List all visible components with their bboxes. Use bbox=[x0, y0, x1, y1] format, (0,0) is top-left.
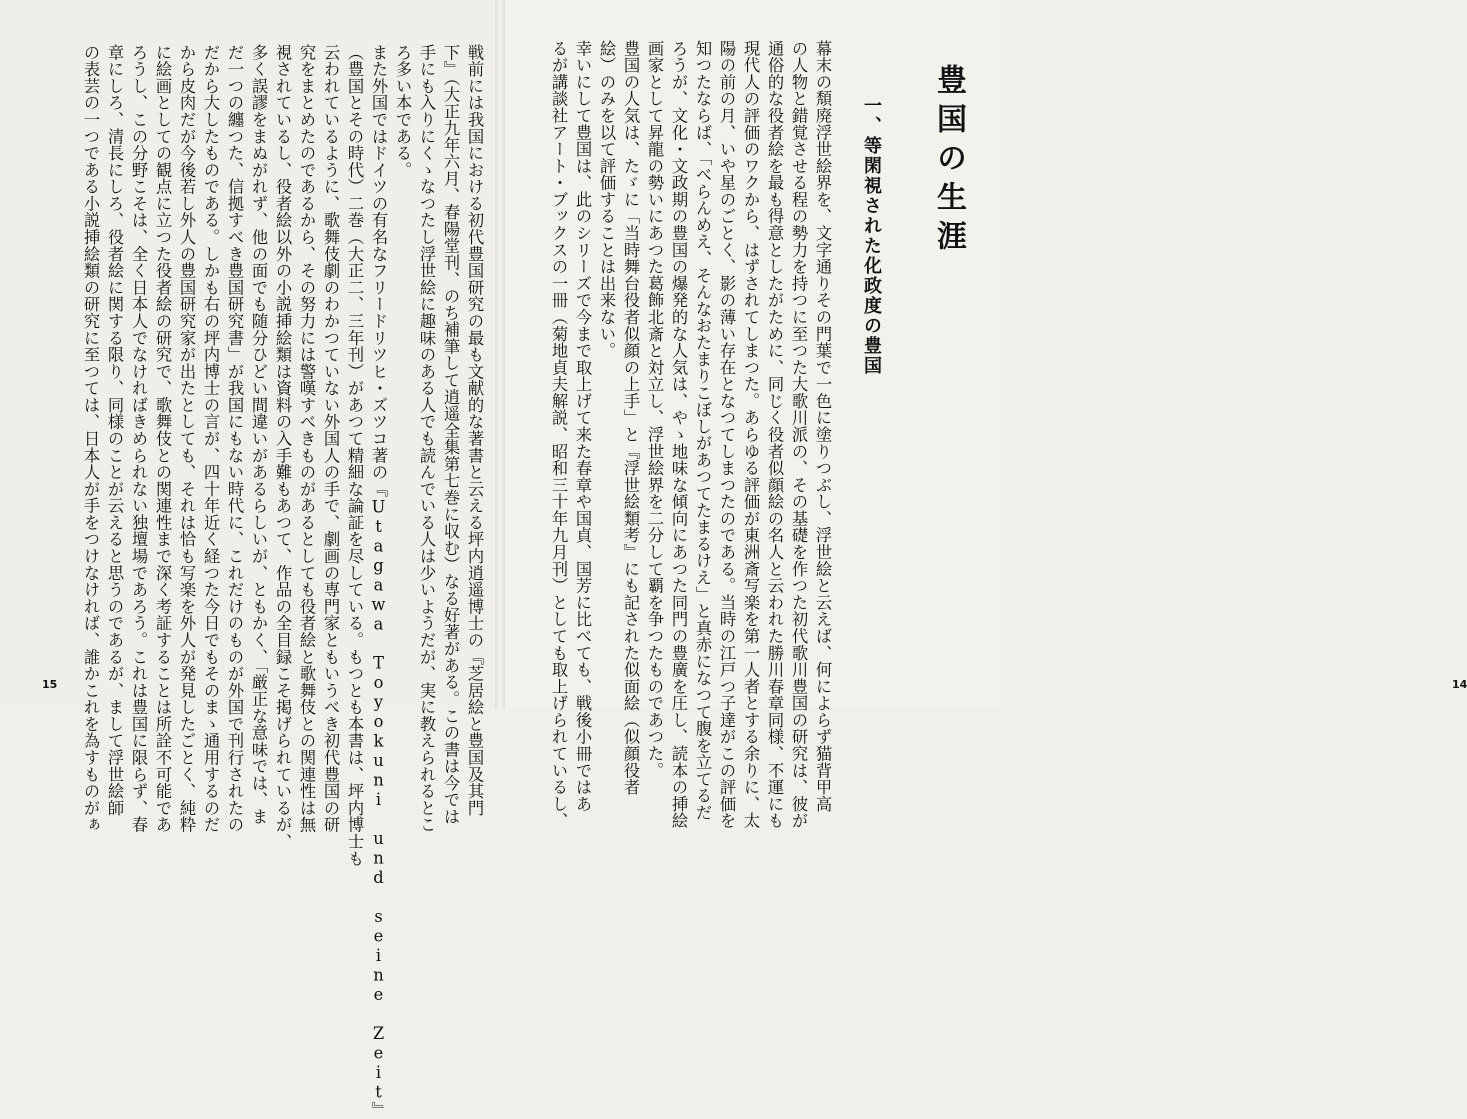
chapter-title: 豊国の生涯 bbox=[931, 64, 966, 259]
text-line: 幕末の頽廃浮世絵界を、文字通りその門葉で一色に塗りつぶし、浮世絵と云えば、何によらず猫背甲高 bbox=[813, 40, 832, 813]
left-page bbox=[0, 0, 500, 1119]
text-line: 多く誤謬をまぬがれず、他の面でも随分ひどい間違いがあるらしいが、ともかく、「厳正な意味では、ま bbox=[249, 44, 268, 825]
text-line: るが講談社アート・ブックスの一冊（菊地貞夫解説、昭和三十年九月刊）としても取上げられているし、 bbox=[549, 40, 568, 830]
page-number-left: 15 bbox=[42, 678, 58, 691]
text-line: ろうし、この分野こそは、全く日本人でなければきめられない独壇場であろう。これは豊国に限らず、春 bbox=[129, 44, 148, 834]
text-line: 究をまとめたのであるから、その努力には警嘆すべきものがあるとしても役者絵と歌舞伎との関連性は無 bbox=[297, 44, 316, 834]
right-page-body bbox=[514, 40, 834, 830]
book-gutter bbox=[495, 0, 505, 708]
text-line: 下』（大正九年六月、春陽堂刊、のち補筆して逍遥全集第七巻に収む）なる好著がある。この書は今では bbox=[441, 44, 460, 825]
text-line: 幸いにして豊国は、此のシリーズで今まで取上げて来た春章や国貞、国芳に比べても、戦後小冊ではあ bbox=[573, 40, 592, 813]
text-line: 戦前には我国における初代豊国研究の最も文献的な著書と云える坪内逍遥博士の『芝居絵と豊国及其門 bbox=[465, 44, 484, 817]
page-number-right: 14 bbox=[1452, 678, 1467, 691]
text-line: 豊国の人気は、たゞに「当時舞台役者似顔の上手」と『浮世絵類考』にも記された似面絵（似顔役者 bbox=[621, 40, 640, 796]
right-page bbox=[500, 0, 1467, 830]
text-line: 視されているし、役者絵以外の小説挿絵類は資料の入手難もあつて、作品の全目録こそ掲げられているが、 bbox=[273, 44, 292, 850]
text-line: 絵）のみを以て評価することは出来ない。 bbox=[597, 40, 616, 360]
text-line: 章にしろ、清長にしろ、役者絵に関する限り、同様のことが云えると思うのであるが、まして浮世絵師 bbox=[105, 44, 124, 817]
text-line: 知つたならば、「べらんめえ、そんなおたまりこぼしがあつてたまるけえ」と真赤になつて腹を立てるだ bbox=[693, 40, 712, 821]
text-line: だから大したものである。しかも右の坪内博士の言が、四十年近く経つた今日でもそのまゝ通用するのだ bbox=[201, 44, 220, 834]
text-line: ろ多い本である。 bbox=[393, 44, 412, 179]
text-line: 云われているように、歌舞伎劇のわかつていない外国人の手で、劇画の専門家ともいうべき初代豊国の研 bbox=[321, 44, 340, 834]
text-line: に絵画としての観点に立つた役者絵の研究で、歌舞伎との関連性まで深く考証することは所詮不可能であ bbox=[153, 44, 172, 834]
text-line: だ一つの纏つた、信拠すべき豊国研究書」が我国にもない時代に、これだけのものが外国で刊行されたの bbox=[225, 44, 244, 834]
text-line: の人物と錯覚させる程の勢力を持つに至つた大歌川派の、その基礎を作つた初代歌川豊国の研究は、彼が bbox=[789, 40, 808, 830]
text-line: 画家として昇龍の勢いにあつた葛飾北斎と対立し、浮世絵界を二分して覇を争つたものであつた。 bbox=[645, 40, 664, 779]
section-heading: 一、等閑視された化政度の豊国 bbox=[861, 96, 882, 376]
text-line: 陽の前の月、いや星のごとく、影の薄い存在となつてしまつたのである。当時の江戸つ子達がこの評価を bbox=[717, 40, 736, 830]
text-line: 通俗的な役者絵を最も得意としたがために、同じく役者似顔絵の名人と云われた勝川春章同様、不運にも bbox=[765, 40, 784, 830]
text-line: 手にも入りにくゝなつたし浮世絵に趣味のある人でも読んでいる人は少いようだが、実に教えられるとこ bbox=[417, 44, 436, 834]
text-line: （豊国とその時代）二巻（大正二、三年刊）があつて精細な論証を尽している。もつとも本書は、坪内博士も bbox=[345, 44, 364, 867]
text-line: ろうが、文化・文政期の豊国の爆発的な人気は、やゝ地味な傾向にあつた同門の豊廣を圧し、読本の挿絵 bbox=[669, 40, 688, 830]
text-line: の表芸の一つである小説挿絵類の研究に至つては、日本人が手をつけなければ、誰かこれを為すものがぁ bbox=[81, 44, 100, 834]
text-line: 現代人の評価のワクから、はずされてしまつた。あらゆる評価が東洲斎写楽を第一人者とする余りに、太 bbox=[741, 40, 760, 830]
text-line: から皮肉だが今後若し外人の豊国研究家が出たとしても、それは恰も写楽を外人が発見したごとく、純粋 bbox=[177, 44, 196, 834]
text-line: また外国ではドイツの有名なフリードリツヒ・ズツコ著の『Utagawa Toyokuni und seine Zeit』 bbox=[369, 44, 388, 1119]
